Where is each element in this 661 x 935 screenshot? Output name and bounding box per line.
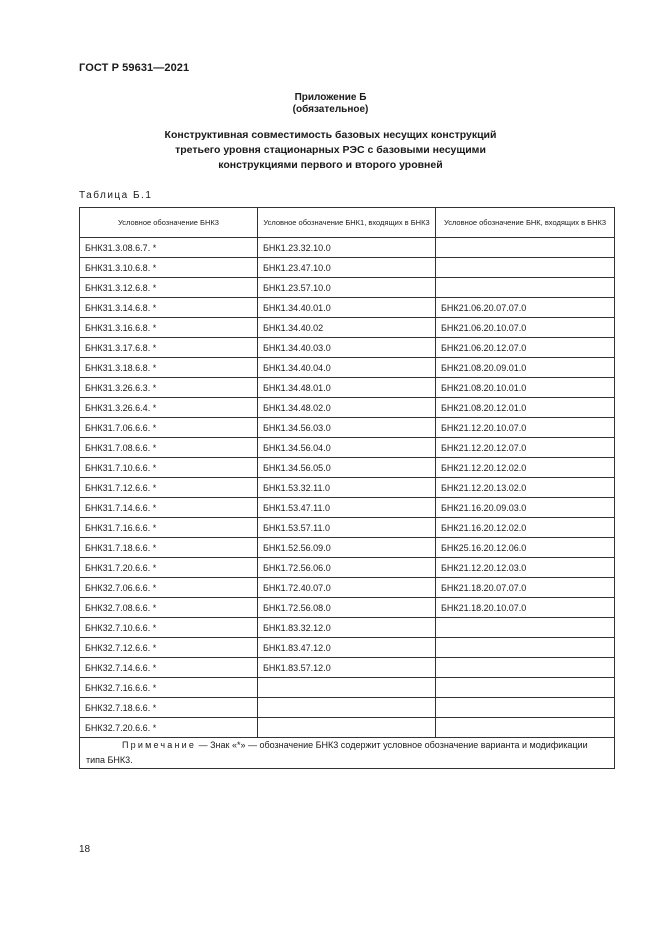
table-cell: БНК31.7.16.6.6. * <box>80 518 258 538</box>
table-cell: БНК21.18.20.10.07.0 <box>436 598 615 618</box>
table-cell <box>436 258 615 278</box>
table-cell: БНК31.7.14.6.6. * <box>80 498 258 518</box>
table-row <box>80 678 615 698</box>
table-cell: БНК31.7.20.6.6. * <box>80 558 258 578</box>
table-cell: БНК21.06.20.10.07.0 <box>436 318 615 338</box>
table-cell: БНК21.12.20.12.03.0 <box>436 558 615 578</box>
table-cell: БНК31.3.16.6.8. * <box>80 318 258 338</box>
table-cell <box>436 278 615 298</box>
table-cell: БНК31.7.08.6.6. * <box>80 438 258 458</box>
table-cell: БНК21.12.20.13.02.0 <box>436 478 615 498</box>
table-cell: БНК32.7.08.6.6. * <box>80 598 258 618</box>
table-row <box>80 338 615 358</box>
table-cell: БНК21.16.20.09.03.0 <box>436 498 615 518</box>
table-cell: БНК31.3.14.6.8. * <box>80 298 258 318</box>
table-row <box>80 658 615 678</box>
table-row <box>80 398 615 418</box>
appendix-heading: Приложение Б <box>294 92 367 103</box>
table-cell: БНК21.12.20.12.07.0 <box>436 438 615 458</box>
table-cell: БНК32.7.14.6.6. * <box>80 658 258 678</box>
table-cell: БНК1.23.32.10.0 <box>258 238 436 258</box>
table-cell <box>436 658 615 678</box>
table-cell: БНК1.34.40.02 <box>258 318 436 338</box>
table-note-row <box>80 738 615 769</box>
table-row <box>80 378 615 398</box>
table-cell: БНК1.83.47.12.0 <box>258 638 436 658</box>
table-cell: БНК21.06.20.12.07.0 <box>436 338 615 358</box>
table-cell: БНК1.34.56.04.0 <box>258 438 436 458</box>
table-cell: БНК32.7.12.6.6. * <box>80 638 258 658</box>
table-cell: БНК1.23.57.10.0 <box>258 278 436 298</box>
table-row <box>80 638 615 658</box>
table-cell: БНК21.08.20.12.01.0 <box>436 398 615 418</box>
table-row <box>80 558 615 578</box>
table-row <box>80 498 615 518</box>
table-cell: БНК31.7.10.6.6. * <box>80 458 258 478</box>
table-cell <box>258 678 436 698</box>
column-header: Условное обозначение БНК1, входящих в БНК3 <box>258 208 436 238</box>
table-row <box>80 318 615 338</box>
table-cell: БНК1.52.56.09.0 <box>258 538 436 558</box>
table-cell: БНК1.34.48.01.0 <box>258 378 436 398</box>
table-cell: БНК1.34.40.01.0 <box>258 298 436 318</box>
table-cell: БНК21.08.20.10.01.0 <box>436 378 615 398</box>
table-cell: БНК21.12.20.12.02.0 <box>436 458 615 478</box>
table-cell: БНК1.72.56.08.0 <box>258 598 436 618</box>
table-cell: БНК32.7.16.6.6. * <box>80 678 258 698</box>
table-cell: БНК1.53.57.11.0 <box>258 518 436 538</box>
table-cell: БНК21.18.20.07.07.0 <box>436 578 615 598</box>
table-cell <box>436 618 615 638</box>
table-row <box>80 698 615 718</box>
table-note <box>80 738 615 769</box>
title-line: Конструктивная совместимость базовых несущих конструкций <box>164 129 497 141</box>
table-cell <box>436 718 615 738</box>
table-row <box>80 718 615 738</box>
table-cell: БНК21.16.20.12.02.0 <box>436 518 615 538</box>
table-cell <box>436 638 615 658</box>
table-cell: БНК32.7.10.6.6. * <box>80 618 258 638</box>
table-cell: БНК1.34.48.02.0 <box>258 398 436 418</box>
note-label: Примечание <box>122 740 197 750</box>
table-cell: БНК21.08.20.09.01.0 <box>436 358 615 378</box>
appendix-title <box>0 128 661 173</box>
table-cell: БНК31.7.12.6.6. * <box>80 478 258 498</box>
table-cell: БНК21.06.20.07.07.0 <box>436 298 615 318</box>
table-row <box>80 278 615 298</box>
table-cell <box>436 238 615 258</box>
table-cell: БНК1.23.47.10.0 <box>258 258 436 278</box>
table-row <box>80 478 615 498</box>
table-cell: БНК1.34.40.04.0 <box>258 358 436 378</box>
document-id: ГОСТ Р 59631—2021 <box>79 62 190 74</box>
table-header-row <box>80 208 615 238</box>
table-body <box>80 238 615 738</box>
table-cell: БНК1.72.40.07.0 <box>258 578 436 598</box>
table-cell: БНК1.83.57.12.0 <box>258 658 436 678</box>
table-cell: БНК31.3.26.6.3. * <box>80 378 258 398</box>
table-cell: БНК1.53.47.11.0 <box>258 498 436 518</box>
table-cell: БНК32.7.06.6.6. * <box>80 578 258 598</box>
table-row <box>80 598 615 618</box>
page-number: 18 <box>79 844 91 855</box>
title-line: конструкциями первого и второго уровней <box>218 159 443 171</box>
table-cell: БНК32.7.20.6.6. * <box>80 718 258 738</box>
table-cell: БНК1.34.56.05.0 <box>258 458 436 478</box>
table-cell: БНК1.34.40.03.0 <box>258 338 436 358</box>
column-header: Условное обозначение БНК, входящих в БНК3 <box>436 208 615 238</box>
table-cell <box>436 698 615 718</box>
table-row <box>80 258 615 278</box>
table-row <box>80 298 615 318</box>
table-cell: БНК31.3.08.6.7. * <box>80 238 258 258</box>
appendix-status: (обязательное) <box>292 104 369 115</box>
table-cell <box>436 678 615 698</box>
table-cell: БНК21.12.20.10.07.0 <box>436 418 615 438</box>
table-cell: БНК31.3.12.6.8. * <box>80 278 258 298</box>
compatibility-table <box>79 207 615 769</box>
table-cell: БНК31.7.18.6.6. * <box>80 538 258 558</box>
table-cell: БНК1.72.56.06.0 <box>258 558 436 578</box>
table-cell: БНК1.34.56.03.0 <box>258 418 436 438</box>
table-cell <box>258 698 436 718</box>
table-cell <box>258 718 436 738</box>
table-label: Таблица Б.1 <box>79 190 153 201</box>
note-text: — Знак «*» — обозначение БНК3 содержит условное обозначение варианта и модификации типа БНК3. <box>86 740 588 765</box>
table-cell: БНК31.3.26.6.4. * <box>80 398 258 418</box>
table-cell: БНК32.7.18.6.6. * <box>80 698 258 718</box>
table-row <box>80 438 615 458</box>
table-row <box>80 538 615 558</box>
table-cell: БНК31.3.10.6.8. * <box>80 258 258 278</box>
table-row <box>80 518 615 538</box>
table-row <box>80 458 615 478</box>
table-row <box>80 238 615 258</box>
table-row <box>80 358 615 378</box>
table-row <box>80 618 615 638</box>
table-cell: БНК31.3.18.6.8. * <box>80 358 258 378</box>
table-cell: БНК31.7.06.6.6. * <box>80 418 258 438</box>
table-cell: БНК31.3.17.6.8. * <box>80 338 258 358</box>
column-header: Условное обозначение БНК3 <box>80 208 258 238</box>
table-row <box>80 418 615 438</box>
table-row <box>80 578 615 598</box>
table-cell: БНК1.53.32.11.0 <box>258 478 436 498</box>
title-line: третьего уровня стационарных РЭС с базовыми несущими <box>175 144 486 156</box>
table-cell: БНК25.16.20.12.06.0 <box>436 538 615 558</box>
table-cell: БНК1.83.32.12.0 <box>258 618 436 638</box>
